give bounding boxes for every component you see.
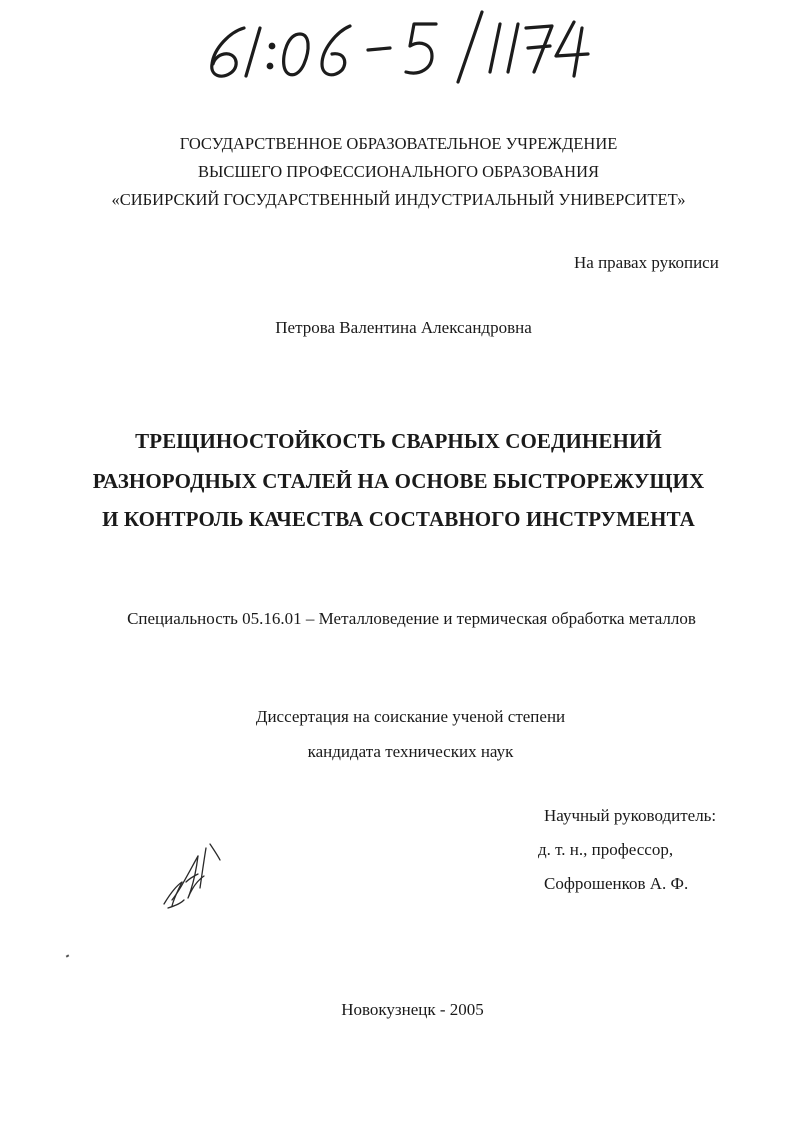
title-line-3: И КОНТРОЛЬ КАЧЕСТВА СОСТАВНОГО ИНСТРУМЕНТА: [102, 507, 695, 531]
institution-line-1: ГОСУДАРСТВЕННОЕ ОБРАЗОВАТЕЛЬНОЕ УЧРЕЖДЕНИЕ: [179, 134, 618, 153]
author-name: Петрова Валентина Александровна: [275, 318, 532, 337]
manuscript-note: На правах рукописи: [574, 253, 719, 272]
supervisor-credentials: д. т. н., профессор,: [538, 840, 674, 859]
title-line-2: РАЗНОРОДНЫХ СТАЛЕЙ НА ОСНОВЕ БЫСТРОРЕЖУЩИХ: [92, 469, 705, 493]
specialty: Специальность 05.16.01 – Металловедение и термическая обработка металлов: [127, 609, 696, 628]
institution-line-2: ВЫСШЕГО ПРОФЕССИОНАЛЬНОГО ОБРАЗОВАНИЯ: [197, 162, 600, 181]
handwritten-signature: [158, 838, 228, 913]
institution-line-3: «СИБИРСКИЙ ГОСУДАРСТВЕННЫЙ ИНДУСТРИАЛЬНЫЙ УНИВЕРСИТЕТ»: [111, 190, 686, 209]
title-line-1: ТРЕЩИНОСТОЙКОСТЬ СВАРНЫХ СОЕДИНЕНИЙ: [135, 429, 662, 453]
handwritten-catalog-code: [200, 6, 600, 84]
degree-line-2: кандидата технических наук: [307, 742, 514, 761]
supervisor-label: Научный руководитель:: [544, 806, 717, 825]
degree-line-1: Диссертация на соискание ученой степени: [255, 707, 566, 726]
city-year: Новокузнецк - 2005: [341, 1000, 484, 1019]
scan-speck: [66, 954, 70, 957]
supervisor-name: Софрошенков А. Ф.: [544, 874, 689, 893]
